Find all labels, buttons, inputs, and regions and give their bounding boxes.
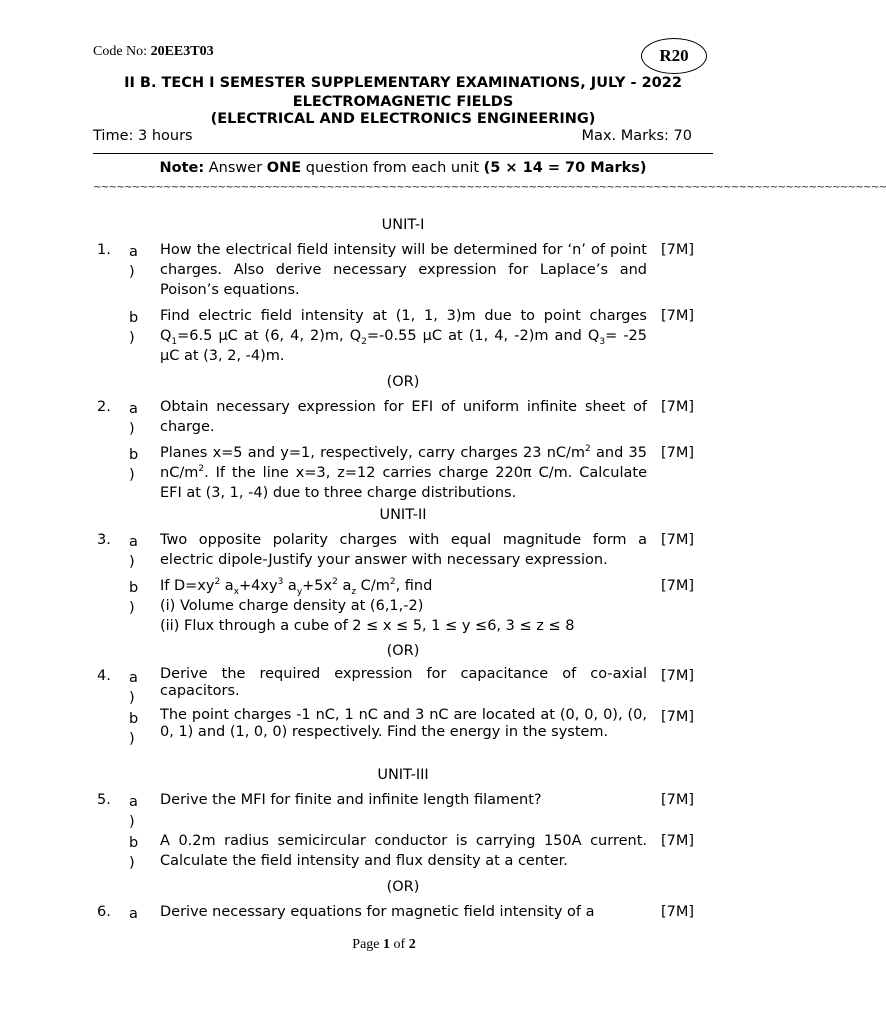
question-6a: Derive necessary equations for magnetic field intensity of a (160, 904, 595, 920)
question-5a: Derive the MFI for finite and infinite length filament? (160, 792, 542, 808)
marks-1b: [7M] (661, 308, 695, 324)
instructions-note: Note: Answer ONE question from each unit (5 × 14 = 70 Marks) (159, 160, 647, 176)
branch-title: (ELECTRICAL AND ELECTRONICS ENGINEERING) (210, 111, 596, 127)
sub-label-6a: a (129, 906, 138, 922)
marks-6a: [7M] (661, 904, 695, 920)
question-1a: How the electrical field intensity will be determined for ‘n’ of point charges. Also derive necessary expression for Laplace’s and Poison’s equations. (160, 242, 647, 298)
page-footer: Page 1 of 2 (352, 937, 416, 952)
or-separator-3: (OR) (386, 879, 420, 895)
code-number: Code No: 20EE3T03 (93, 44, 214, 59)
marks-1a: [7M] (661, 242, 695, 258)
marks-2b: [7M] (661, 445, 695, 461)
sub-label-5b: b ) (129, 835, 139, 871)
question-2b: Planes x=5 and y=1, respectively, carry charges 23 $nC/m^2$ and 35 $nC/m^2$. If the line x=3, z=12 carries charge 220π C/m. Calculate EFI at (3, 1, -4) due to three charge distributions. (160, 444, 647, 501)
or-separator-1: (OR) (386, 374, 420, 390)
marks-2a: [7M] (661, 399, 695, 415)
question-2a: Obtain necessary expression for EFI of uniform infinite sheet of charge. (160, 399, 647, 435)
question-number-1: 1. (97, 242, 111, 258)
question-number-3: 3. (97, 532, 111, 548)
sub-label-1b: b ) (129, 310, 139, 346)
question-3a: Two opposite polarity charges with equal magnitude form a electric dipole-Justify your answer with necessary expression. (160, 532, 647, 568)
subject-title: ELECTROMAGNETIC FIELDS (292, 94, 514, 110)
question-5b: A 0.2m radius semicircular conductor is carrying 150A current. Calculate the field intensity and flux density at a center. (160, 833, 647, 869)
marks-5a: [7M] (661, 792, 695, 808)
question-3b (160, 576, 647, 636)
or-separator-2: (OR) (386, 643, 420, 659)
sub-label-3b: b ) (129, 580, 139, 616)
sub-label-2a: a ) (129, 401, 138, 437)
sub-label-2b: b ) (129, 447, 139, 483)
unit-heading-1: UNIT-I (381, 217, 425, 233)
marks-5b: [7M] (661, 833, 695, 849)
question-number-4: 4. (97, 668, 111, 684)
marks-4b: [7M] (661, 709, 695, 725)
question-3b-stem: If $D=xy^2$ $a_x+4xy^3$ $a_y+5x^2$ $a_z$ $C/m^2$, find (160, 577, 433, 597)
exam-time: Time: 3 hours (93, 128, 193, 144)
sub-label-1a: a ) (129, 244, 138, 280)
question-1b: Find electric field intensity at (1, 1, 3)m due to point charges $Q_1=6.5$ μC at (6, 4, 2)m, $Q_2=-0.55$ μC at (1, 4, -2)m and $Q_3= -25$ μC at (3, 2, -4)m. (160, 308, 647, 364)
sub-label-3a: a ) (129, 534, 138, 570)
question-3b-part-ii: (ii) Flux through a cube of 2 ≤ x ≤ 5, 1 ≤ y ≤6, 3 ≤ z ≤ 8 (160, 618, 575, 634)
max-marks: Max. Marks: 70 (581, 128, 692, 144)
exam-title: II B. TECH I SEMESTER SUPPLEMENTARY EXAMINATIONS, JULY - 2022 (124, 75, 682, 91)
header-divider (93, 153, 713, 154)
sub-label-5a: a ) (129, 794, 138, 830)
question-4b: The point charges -1 nC, 1 nC and 3 nC are located at (0, 0, 0), (0, 0, 1) and (1, 0, 0) respectively. Find the energy in the system. (160, 707, 647, 740)
question-4a: Derive the required expression for capacitance of co-axial capacitors. (160, 666, 647, 699)
tilde-separator: ~~~~~~~~~~~~~~~~~~~~~~~~~~~~~~~~~~~~~~~~~~~~~~~~~~~~~~~~~~~~~~~~~~~~~~~~~~~~~~~~~~~~~~~~~~~~~~~~~~~~~~ (93, 182, 886, 193)
sub-label-4b: b ) (129, 711, 139, 747)
question-number-5: 5. (97, 792, 111, 808)
code-value: 20EE3T03 (150, 44, 214, 59)
question-number-6: 6. (97, 904, 111, 920)
marks-4a: [7M] (661, 668, 695, 684)
question-number-2: 2. (97, 399, 111, 415)
unit-heading-2: UNIT-II (379, 507, 427, 523)
regulation-badge: R20 (641, 38, 707, 74)
question-3b-part-i: (i) Volume charge density at (6,1,-2) (160, 598, 424, 614)
marks-3b: [7M] (661, 578, 695, 594)
unit-heading-3: UNIT-III (377, 767, 429, 783)
sub-label-4a: a ) (129, 670, 138, 706)
marks-3a: [7M] (661, 532, 695, 548)
